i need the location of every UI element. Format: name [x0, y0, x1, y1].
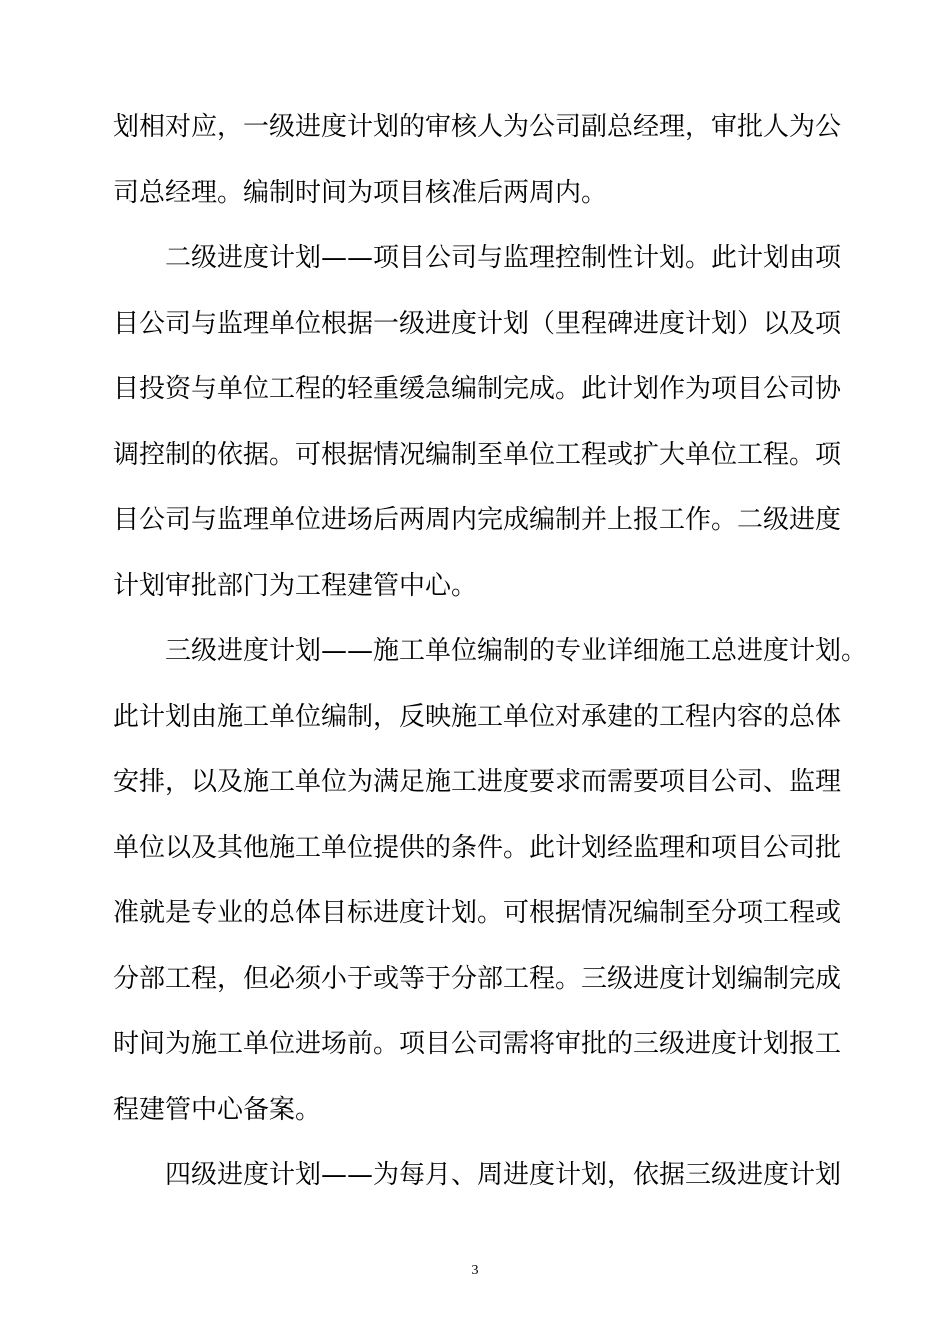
text-line: 司总经理。编制时间为项目核准后两周内。 — [113, 177, 608, 208]
paragraph-start-line: 三级进度计划——施工单位编制的专业详细施工总进度计划。 — [165, 636, 868, 666]
text-line: 时间为施工单位进场前。项目公司需将审批的三级进度计划报工 — [113, 1029, 842, 1059]
text-line: 目公司与监理单位根据一级进度计划（里程碑进度计划）以及项 — [113, 308, 842, 339]
text-line: 目投资与单位工程的轻重缓急编制完成。此计划作为项目公司协 — [113, 374, 842, 404]
text-line: 此计划由施工单位编制，反映施工单位对承建的工程内容的总体 — [113, 701, 842, 732]
body-text — [113, 95, 868, 1209]
text-line: 分部工程，但必须小于或等于分部工程。三级进度计划编制完成 — [113, 963, 842, 994]
text-line: 目公司与监理单位进场后两周内完成编制并上报工作。二级进度 — [113, 505, 842, 535]
text-line: 准就是专业的总体目标进度计划。可根据情况编制至分项工程或 — [113, 898, 842, 928]
text-line: 调控制的依据。可根据情况编制至单位工程或扩大单位工程。项 — [113, 439, 842, 470]
text-line: 单位以及其他施工单位提供的条件。此计划经监理和项目公司批 — [113, 832, 842, 863]
text-line: 安排，以及施工单位为满足施工进度要求而需要项目公司、监理 — [113, 767, 842, 797]
page-number: 3 — [471, 1263, 479, 1278]
text-line: 划相对应，一级进度计划的审核人为公司副总经理，审批人为公 — [113, 112, 842, 142]
text-line: 程建管中心备案。 — [113, 1094, 322, 1125]
paragraph-start-line: 四级进度计划——为每月、周进度计划，依据三级进度计划 — [165, 1160, 842, 1190]
text-line: 计划审批部门为工程建管中心。 — [113, 570, 478, 601]
paragraph-start-line: 二级进度计划——项目公司与监理控制性计划。此计划由项 — [165, 243, 842, 273]
